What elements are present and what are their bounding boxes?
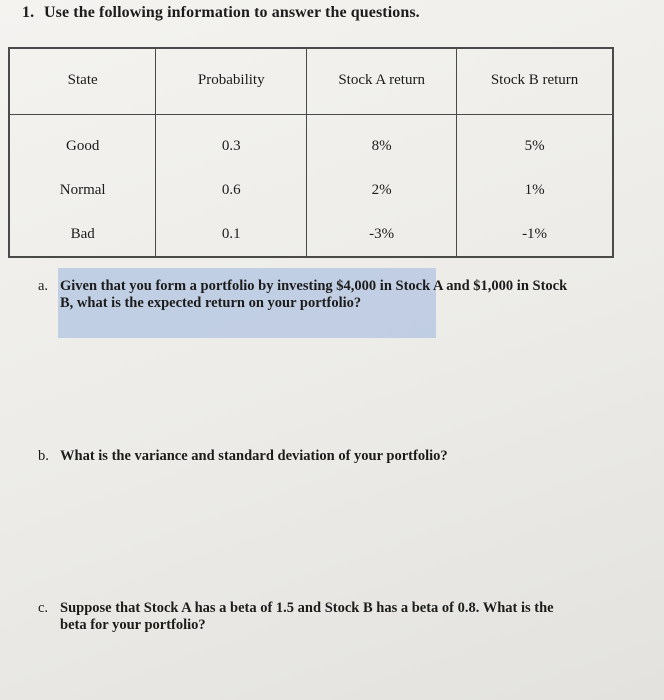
cell-stock-b-return: 1% — [457, 168, 613, 212]
cell-stock-b-return: 5% — [457, 115, 613, 169]
question-b-letter: b. — [38, 448, 49, 464]
cell-probability: 0.6 — [156, 168, 307, 212]
cell-stock-a-return: 8% — [307, 115, 457, 169]
returns-table — [8, 47, 614, 258]
header-stock-a-return: Stock A return — [307, 48, 457, 115]
question-b-text: What is the variance and standard deviation of your portfolio? — [60, 448, 448, 464]
cell-probability: 0.3 — [156, 115, 307, 169]
question-c-text: Suppose that Stock A has a beta of 1.5 and Stock B has a beta of 0.8. What is the beta for your portfolio? — [60, 600, 554, 633]
question-a[interactable] — [38, 278, 598, 312]
table-row — [9, 115, 613, 169]
question-heading — [22, 4, 420, 22]
question-b[interactable] — [38, 448, 598, 465]
cell-stock-a-return: 2% — [307, 168, 457, 212]
cell-state: Normal — [9, 168, 156, 212]
question-a-text: Given that you form a portfolio by investing $4,000 in Stock A and $1,000 in Stock B, what is the expected return on your portfolio? — [60, 278, 568, 311]
question-a-letter: a. — [38, 278, 49, 294]
header-stock-b-return: Stock B return — [457, 48, 613, 115]
cell-state: Good — [9, 115, 156, 169]
table-header-row — [9, 48, 613, 115]
question-c-letter: c. — [38, 600, 49, 616]
header-state: State — [9, 48, 156, 115]
cell-stock-b-return: -1% — [457, 212, 613, 257]
table-row — [9, 168, 613, 212]
header-probability: Probability — [156, 48, 307, 115]
cell-state: Bad — [9, 212, 156, 257]
question-number: 1. — [22, 4, 35, 21]
question-c[interactable] — [38, 600, 598, 634]
question-instruction: Use the following information to answer the questions. — [44, 4, 420, 21]
cell-stock-a-return: -3% — [307, 212, 457, 257]
cell-probability: 0.1 — [156, 212, 307, 257]
table-row — [9, 212, 613, 257]
